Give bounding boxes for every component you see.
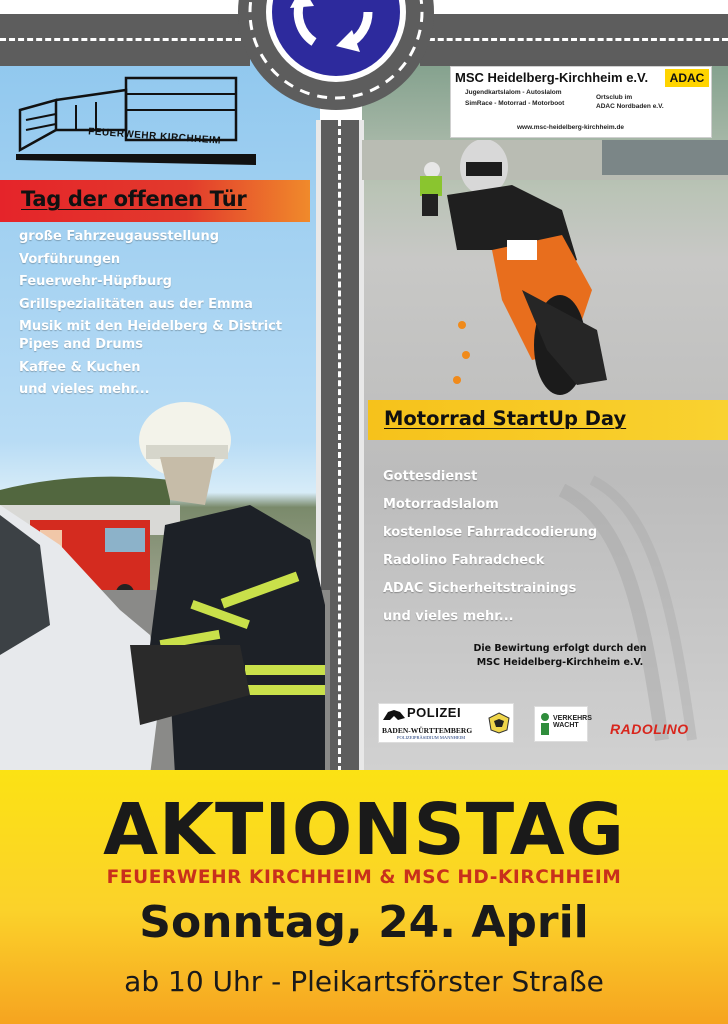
open-day-heading: Tag der offenen Tür <box>21 187 247 211</box>
list-item: Vorführungen <box>19 251 121 267</box>
polizei-logo <box>378 703 514 743</box>
catering-note-line-2: MSC Heidelberg-Kirchheim e.V. <box>476 657 644 668</box>
event-title: AKTIONSTAG <box>103 788 625 871</box>
msc-website-link[interactable]: www.msc-heidelberg-kirchheim.de <box>517 124 625 131</box>
catering-note <box>440 642 680 670</box>
msc-subtitle-2: SimRace - Motorrad - Motorboot <box>465 100 565 107</box>
bw-coat-of-arms-icon <box>488 712 510 734</box>
list-item: und vieles mehr... <box>19 382 150 397</box>
list-item: kostenlose Fahrradcodierung <box>383 525 598 540</box>
list-item: Kaffee & Kuchen <box>19 359 141 375</box>
list-item: Feuerwehr-Hüpfburg <box>19 274 172 289</box>
msc-title: MSC Heidelberg-Kirchheim e.V. <box>455 70 649 85</box>
polizei-label: POLIZEI <box>407 705 462 720</box>
msc-club-logo <box>450 66 712 138</box>
polizei-lion-icon <box>382 706 406 724</box>
startup-day-program-list <box>383 468 723 636</box>
event-banner <box>0 770 728 1024</box>
verkehrswacht-icon <box>537 712 553 738</box>
startup-day-heading-bar <box>368 400 728 440</box>
catering-note-line-1: Die Bewirtung erfolgt durch den <box>473 643 647 654</box>
fire-station-building-icon <box>16 70 261 165</box>
fire-station-logo-text: FEUERWEHR KIRCHHEIM <box>87 126 222 147</box>
event-organizers: FEUERWEHR KIRCHHEIM & MSC HD-KIRCHHEIM <box>106 867 622 888</box>
list-item: große Fahrzeugausstellung <box>19 229 220 244</box>
list-item: Musik mit den Heidelberg & District Pipes and Drums <box>19 319 283 352</box>
startup-day-heading: Motorrad StartUp Day <box>384 407 627 430</box>
list-item: Grillspezialitäten aus der Emma <box>19 296 253 312</box>
motorcycle-rider-photo <box>362 140 728 400</box>
event-date: Sonntag, 24. April <box>139 897 589 948</box>
road-top-right <box>420 14 728 66</box>
verkehrswacht-logo <box>534 706 592 742</box>
roundabout-sign-icon <box>236 0 436 135</box>
list-item: Radolino Fahradcheck <box>383 553 545 568</box>
list-item: Gottesdienst <box>383 469 478 484</box>
open-day-program-list <box>19 228 319 404</box>
road-top-left <box>0 14 250 66</box>
polizei-subtitle: BADEN-WÜRTTEMBERG <box>382 726 473 735</box>
radolino-logo: RADOLINO <box>610 721 689 737</box>
msc-subtitle-1: Jugendkartslalom - Autoslalom <box>465 89 562 96</box>
polizei-department: POLIZEIPRÄSIDIUM MANNHEIM <box>397 735 466 740</box>
list-item: ADAC Sicherheitstrainings <box>383 581 577 596</box>
open-day-heading-bar <box>0 180 310 222</box>
msc-ortsclub-1: Ortsclub im <box>596 94 633 101</box>
list-item: und vieles mehr... <box>383 609 514 624</box>
verkehrswacht-label: VERKEHRS WACHT <box>553 715 592 729</box>
firefighter-rescue-photo <box>0 395 330 775</box>
list-item: Motorradslalom <box>383 497 499 512</box>
event-time-location: ab 10 Uhr - Pleikartsförster Straße <box>124 965 604 998</box>
adac-badge: ADAC <box>665 69 709 87</box>
msc-ortsclub-2: ADAC Nordbaden e.V. <box>596 103 664 110</box>
